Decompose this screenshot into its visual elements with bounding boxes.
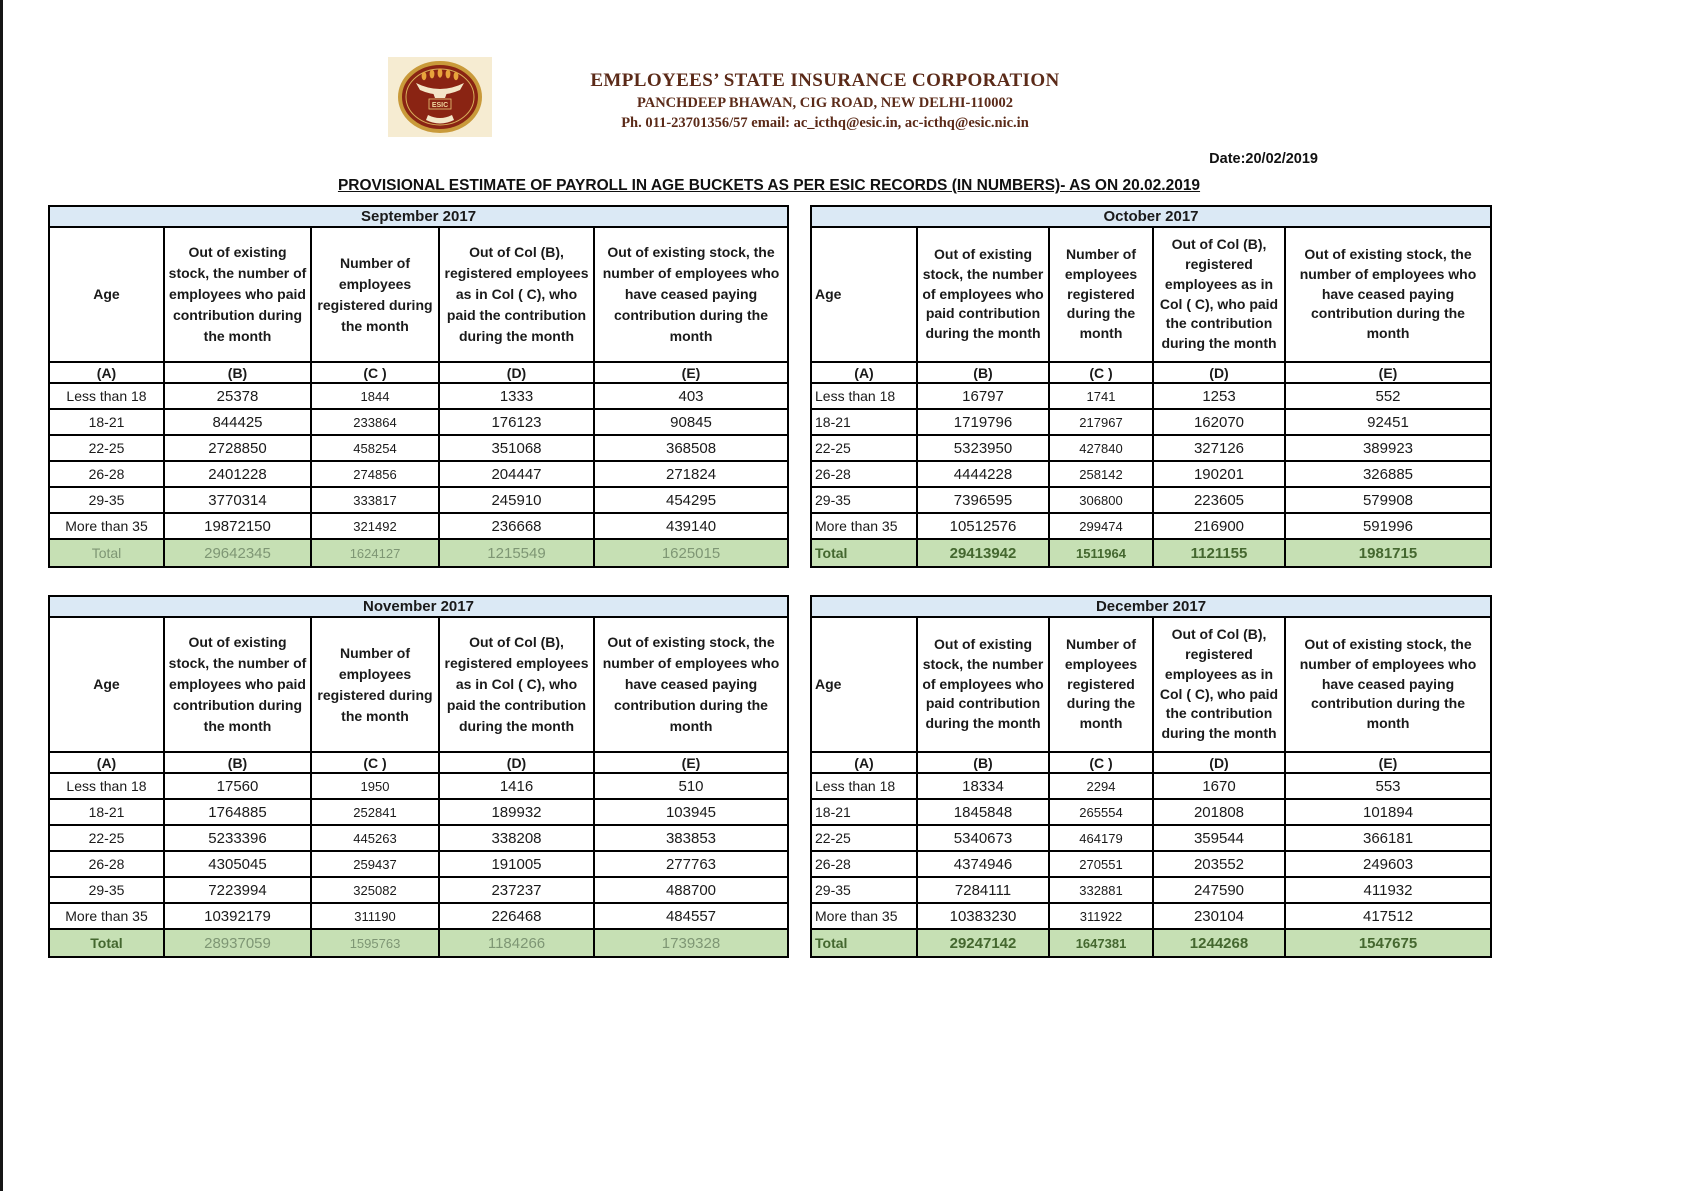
value-cell: 1741 [1049,383,1153,409]
age-cell: 29-35 [49,877,164,903]
column-header-row [49,227,788,362]
age-cell: 29-35 [811,487,917,513]
value-cell: 233864 [311,409,439,435]
value-cell: 2401228 [164,461,311,487]
table-row [811,851,1491,877]
value-cell: 1844 [311,383,439,409]
total-row [811,539,1491,567]
value-cell: 591996 [1285,513,1491,539]
value-cell: 204447 [439,461,594,487]
column-header-e: Out of existing stock, the number of employees who have ceased paying contribution during the month [1285,617,1491,752]
org-address: PANCHDEEP BHAWAN, CIG ROAD, NEW DELHI-110002 [636,95,1014,111]
age-cell: Less than 18 [811,383,917,409]
value-cell: 10383230 [917,903,1049,929]
value-cell: 366181 [1285,825,1491,851]
value-cell: 92451 [1285,409,1491,435]
total-value-cell: 1184266 [439,929,594,957]
table-row [49,409,788,435]
value-cell: 277763 [594,851,788,877]
column-header-b: Out of existing stock, the number of employees who paid contribution during the month [164,617,311,752]
value-cell: 230104 [1153,903,1285,929]
column-header-age: Age [49,227,164,362]
age-cell: 18-21 [811,799,917,825]
total-value-cell: 29642345 [164,539,311,567]
letter-row [49,362,788,383]
table-row [49,513,788,539]
value-cell: 1253 [1153,383,1285,409]
age-cell: 22-25 [811,825,917,851]
value-cell: 458254 [311,435,439,461]
age-cell: Less than 18 [811,773,917,799]
value-cell: 299474 [1049,513,1153,539]
month-header-row [811,206,1491,227]
value-cell: 3770314 [164,487,311,513]
age-cell: 22-25 [49,825,164,851]
value-cell: 484557 [594,903,788,929]
age-cell: More than 35 [49,903,164,929]
table-november-2017 [48,595,789,958]
date-label: Date:20/02/2019 [1209,151,1318,167]
table-row [49,903,788,929]
value-cell: 189932 [439,799,594,825]
column-header-row [811,617,1491,752]
value-cell: 383853 [594,825,788,851]
value-cell: 844425 [164,409,311,435]
total-value-cell: 1625015 [594,539,788,567]
column-header-e: Out of existing stock, the number of employees who have ceased paying contribution during the month [594,617,788,752]
table-row [811,383,1491,409]
value-cell: 10392179 [164,903,311,929]
value-cell: 258142 [1049,461,1153,487]
document-title: PROVISIONAL ESTIMATE OF PAYROLL IN AGE BUCKETS AS PER ESIC RECORDS (IN NUMBERS)- AS ON 20.02.2019 [337,177,1201,194]
month-header-row [49,596,788,617]
age-cell: More than 35 [49,513,164,539]
scan-edge-artifact [0,0,3,1191]
value-cell: 553 [1285,773,1491,799]
column-header-c: Number of employees registered during the month [1049,617,1153,752]
letter-cell: (D) [1153,362,1285,383]
value-cell: 249603 [1285,851,1491,877]
value-cell: 90845 [594,409,788,435]
column-header-d: Out of Col (B), registered employees as in Col ( C), who paid the contribution during the month [1153,617,1285,752]
value-cell: 552 [1285,383,1491,409]
table-row [49,825,788,851]
total-value-cell: 28937059 [164,929,311,957]
column-header-row [811,227,1491,362]
total-value-cell: 1739328 [594,929,788,957]
value-cell: 1333 [439,383,594,409]
value-cell: 417512 [1285,903,1491,929]
age-cell: 18-21 [49,409,164,435]
letter-cell: (E) [1285,752,1491,773]
value-cell: 338208 [439,825,594,851]
value-cell: 464179 [1049,825,1153,851]
table-row [49,773,788,799]
value-cell: 488700 [594,877,788,903]
value-cell: 259437 [311,851,439,877]
total-row [49,929,788,957]
table-row [49,461,788,487]
age-cell: Less than 18 [49,773,164,799]
table-row [811,799,1491,825]
value-cell: 368508 [594,435,788,461]
value-cell: 510 [594,773,788,799]
total-row [811,929,1491,957]
column-header-b: Out of existing stock, the number of employees who paid contribution during the month [917,227,1049,362]
letter-row [49,752,788,773]
column-header-b: Out of existing stock, the number of employees who paid contribution during the month [917,617,1049,752]
age-cell: 29-35 [49,487,164,513]
value-cell: 351068 [439,435,594,461]
value-cell: 19872150 [164,513,311,539]
value-cell: 2294 [1049,773,1153,799]
total-label-cell: Total [49,539,164,567]
total-value-cell: 1547675 [1285,929,1491,957]
letter-cell: (B) [917,362,1049,383]
column-header-e: Out of existing stock, the number of employees who have ceased paying contribution during the month [594,227,788,362]
age-cell: 26-28 [49,851,164,877]
value-cell: 2728850 [164,435,311,461]
total-label-cell: Total [49,929,164,957]
value-cell: 103945 [594,799,788,825]
value-cell: 191005 [439,851,594,877]
letter-cell: (A) [49,362,164,383]
letter-row [811,752,1491,773]
month-title: September 2017 [49,206,788,227]
value-cell: 265554 [1049,799,1153,825]
table-row [49,487,788,513]
age-cell: More than 35 [811,903,917,929]
total-row [49,539,788,567]
column-header-b: Out of existing stock, the number of employees who paid contribution during the month [164,227,311,362]
column-header-c: Number of employees registered during the month [311,617,439,752]
total-value-cell: 1624127 [311,539,439,567]
age-cell: 29-35 [811,877,917,903]
letter-cell: (E) [594,752,788,773]
total-value-cell: 1244268 [1153,929,1285,957]
column-header-d: Out of Col (B), registered employees as in Col ( C), who paid the contribution during the month [439,227,594,362]
column-header-c: Number of employees registered during the month [1049,227,1153,362]
letter-cell: (B) [164,752,311,773]
letter-cell: (D) [1153,752,1285,773]
letter-cell: (C ) [311,752,439,773]
month-title: December 2017 [811,596,1491,617]
value-cell: 7223994 [164,877,311,903]
value-cell: 4374946 [917,851,1049,877]
total-value-cell: 1981715 [1285,539,1491,567]
total-value-cell: 29247142 [917,929,1049,957]
letter-cell: (B) [164,362,311,383]
age-cell: 26-28 [49,461,164,487]
value-cell: 252841 [311,799,439,825]
total-value-cell: 29413942 [917,539,1049,567]
age-cell: 18-21 [811,409,917,435]
value-cell: 271824 [594,461,788,487]
value-cell: 332881 [1049,877,1153,903]
column-header-row [49,617,788,752]
letter-cell: (C ) [311,362,439,383]
letter-cell: (C ) [1049,362,1153,383]
org-name: EMPLOYEES’ STATE INSURANCE CORPORATION [590,70,1060,91]
letter-row [811,362,1491,383]
value-cell: 445263 [311,825,439,851]
column-header-age: Age [811,617,917,752]
value-cell: 162070 [1153,409,1285,435]
value-cell: 5340673 [917,825,1049,851]
table-row [49,383,788,409]
table-row [49,799,788,825]
column-header-age: Age [49,617,164,752]
value-cell: 1416 [439,773,594,799]
value-cell: 101894 [1285,799,1491,825]
value-cell: 16797 [917,383,1049,409]
value-cell: 333817 [311,487,439,513]
table-row [811,513,1491,539]
age-cell: More than 35 [811,513,917,539]
age-cell: Less than 18 [49,383,164,409]
value-cell: 325082 [311,877,439,903]
value-cell: 10512576 [917,513,1049,539]
total-value-cell: 1595763 [311,929,439,957]
value-cell: 427840 [1049,435,1153,461]
value-cell: 311190 [311,903,439,929]
value-cell: 326885 [1285,461,1491,487]
letter-cell: (E) [594,362,788,383]
table-row [811,435,1491,461]
month-header-row [49,206,788,227]
table-row [811,487,1491,513]
value-cell: 217967 [1049,409,1153,435]
value-cell: 1764885 [164,799,311,825]
age-cell: 26-28 [811,461,917,487]
table-october-2017 [810,205,1492,568]
esic-logo-graphic [388,57,492,137]
value-cell: 270551 [1049,851,1153,877]
age-cell: 18-21 [49,799,164,825]
table-september-2017 [48,205,789,568]
value-cell: 216900 [1153,513,1285,539]
column-header-d: Out of Col (B), registered employees as in Col ( C), who paid the contribution during the month [1153,227,1285,362]
value-cell: 247590 [1153,877,1285,903]
value-cell: 579908 [1285,487,1491,513]
value-cell: 274856 [311,461,439,487]
value-cell: 327126 [1153,435,1285,461]
value-cell: 1845848 [917,799,1049,825]
value-cell: 7396595 [917,487,1049,513]
value-cell: 203552 [1153,851,1285,877]
total-value-cell: 1511964 [1049,539,1153,567]
age-cell: 22-25 [49,435,164,461]
total-value-cell: 1215549 [439,539,594,567]
total-value-cell: 1647381 [1049,929,1153,957]
value-cell: 306800 [1049,487,1153,513]
month-header-row [811,596,1491,617]
value-cell: 321492 [311,513,439,539]
letter-cell: (A) [811,752,917,773]
value-cell: 389923 [1285,435,1491,461]
value-cell: 1950 [311,773,439,799]
table-row [811,903,1491,929]
value-cell: 1670 [1153,773,1285,799]
age-cell: 26-28 [811,851,917,877]
value-cell: 411932 [1285,877,1491,903]
age-cell: 22-25 [811,435,917,461]
column-header-age: Age [811,227,917,362]
value-cell: 4305045 [164,851,311,877]
value-cell: 18334 [917,773,1049,799]
esic-logo [388,57,492,137]
letter-cell: (B) [917,752,1049,773]
letter-cell: (D) [439,752,594,773]
value-cell: 439140 [594,513,788,539]
month-title: November 2017 [49,596,788,617]
value-cell: 190201 [1153,461,1285,487]
letter-cell: (C ) [1049,752,1153,773]
value-cell: 245910 [439,487,594,513]
value-cell: 4444228 [917,461,1049,487]
value-cell: 237237 [439,877,594,903]
value-cell: 454295 [594,487,788,513]
value-cell: 359544 [1153,825,1285,851]
value-cell: 226468 [439,903,594,929]
column-header-d: Out of Col (B), registered employees as in Col ( C), who paid the contribution during the month [439,617,594,752]
total-label-cell: Total [811,539,917,567]
column-header-e: Out of existing stock, the number of employees who have ceased paying contribution during the month [1285,227,1491,362]
value-cell: 176123 [439,409,594,435]
org-contact: Ph. 011-23701356/57 email: ac_icthq@esic.in, ac-icthq@esic.nic.in [621,115,1029,131]
letter-cell: (D) [439,362,594,383]
value-cell: 5323950 [917,435,1049,461]
value-cell: 25378 [164,383,311,409]
table-row [49,851,788,877]
value-cell: 311922 [1049,903,1153,929]
total-label-cell: Total [811,929,917,957]
value-cell: 201808 [1153,799,1285,825]
table-row [811,409,1491,435]
table-row [49,877,788,903]
table-row [811,825,1491,851]
letter-cell: (E) [1285,362,1491,383]
value-cell: 223605 [1153,487,1285,513]
total-value-cell: 1121155 [1153,539,1285,567]
column-header-c: Number of employees registered during the month [311,227,439,362]
table-row [811,877,1491,903]
table-row [49,435,788,461]
table-december-2017 [810,595,1492,958]
value-cell: 403 [594,383,788,409]
value-cell: 5233396 [164,825,311,851]
value-cell: 7284111 [917,877,1049,903]
table-row [811,773,1491,799]
letter-cell: (A) [811,362,917,383]
value-cell: 1719796 [917,409,1049,435]
value-cell: 17560 [164,773,311,799]
letter-cell: (A) [49,752,164,773]
month-title: October 2017 [811,206,1491,227]
letterhead [545,70,1105,132]
value-cell: 236668 [439,513,594,539]
table-row [811,461,1491,487]
logo-esic-text: ESIC [431,102,449,109]
